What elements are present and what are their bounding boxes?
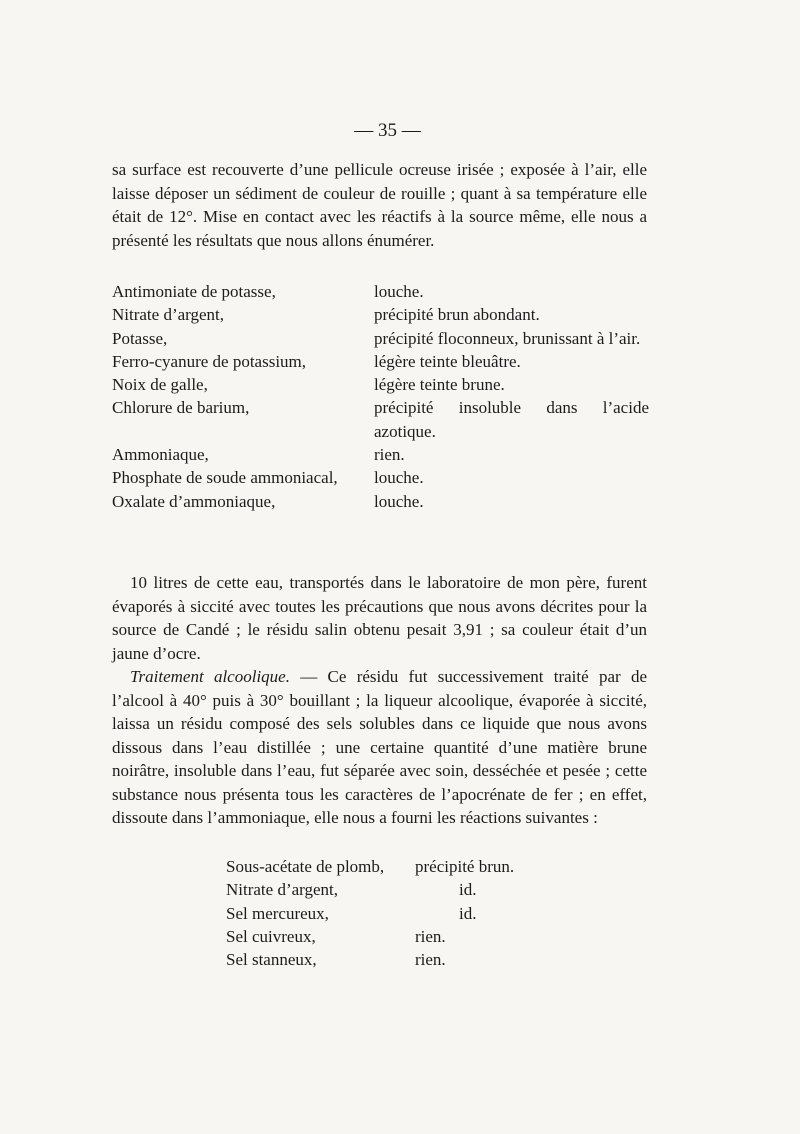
result: louche. <box>374 282 424 301</box>
intro-paragraph <box>112 158 647 252</box>
result: rien. <box>374 445 405 465</box>
reaction-row <box>112 327 652 350</box>
paragraph-3 <box>112 665 647 830</box>
result: rien. <box>415 926 446 946</box>
reaction-row <box>112 443 652 466</box>
result: id. <box>459 880 477 900</box>
reaction-row <box>112 303 652 326</box>
reactions-table-2 <box>226 855 546 971</box>
reaction-row <box>112 466 652 489</box>
intro-text: sa surface est recouverte d’une pellicule ocreuse irisée ; exposée à l’air, elle laisse déposer un sédiment de couleur de rouille ; quant à sa température elle était de 12°. Mise en contact avec les réactifs à la source même, elle nous a présenté les résultats que nous allons énumérer. <box>112 160 647 250</box>
paragraph-3-heading: Traitement alcoolique. <box>130 667 290 686</box>
reagent: Sel cuivreux, <box>226 926 316 946</box>
reaction-row <box>226 855 546 878</box>
paragraph-3-body: — Ce résidu fut successivement traité par de l’alcool à 40° puis à 30° bouillant ; la liqueur alcoolique, évaporée à siccité, laissa un résidu composé des sels solubles dans ce liquide que nous avons dissous dans l’eau distillée ; une certaine quantité d’une matière brune noirâtre, insoluble dans l’eau, fut séparée avec soin, desséchée et pesée ; cette substance nous présenta tous les caractères de l’apocrénate de fer ; en effet, dissoute dans l’ammoniaque, elle nous a fourni les réactions suivantes : <box>112 667 647 827</box>
paragraph-2 <box>112 571 647 665</box>
reagent: Ferro-cyanure de potassium, <box>112 351 307 371</box>
result: légère teinte bleuâtre. <box>374 351 521 371</box>
reaction-row <box>226 948 546 971</box>
reaction-row <box>112 280 652 303</box>
page-number: — 35 — <box>354 120 421 141</box>
reagent: Noix de galle, <box>112 375 208 395</box>
reagent: Sel stanneux, <box>226 950 317 970</box>
reagent: Nitrate d’argent, <box>226 880 339 900</box>
result: précipité insoluble dans l’acide azotique. <box>374 398 649 441</box>
paragraph-2-text: 10 litres de cette eau, transportés dans le laboratoire de mon père, furent évaporés à siccité avec toutes les précautions que nous avons décrites pour la source de Candé ; le résidu salin obtenu pesait 3,91 ; sa couleur était d’un jaune d’ocre. <box>112 573 647 663</box>
result: précipité floconneux, brunissant à l’air. <box>374 328 641 348</box>
paragraph-3-text <box>112 665 647 830</box>
result: précipité brun. <box>415 857 515 876</box>
result: rien. <box>415 950 446 970</box>
result: légère teinte brune. <box>374 375 505 395</box>
reagent: Nitrate d’argent, <box>112 305 225 325</box>
reaction-row <box>226 902 546 925</box>
reagent: Sel mercureux, <box>226 903 329 923</box>
reactions-table-1 <box>112 280 652 513</box>
reaction-row <box>112 396 652 443</box>
reagent: Ammoniaque, <box>112 445 209 465</box>
reagent: Antimoniate de potasse, <box>112 282 276 301</box>
reagent: Potasse, <box>112 328 168 348</box>
reaction-row <box>112 350 652 373</box>
result: id. <box>459 903 477 923</box>
result: précipité brun abondant. <box>374 305 540 325</box>
reaction-row <box>112 373 652 396</box>
reagent: Phosphate de soude ammoniacal, <box>112 468 338 488</box>
reagent: Oxalate d’ammoniaque, <box>112 491 276 511</box>
reaction-row <box>226 925 546 948</box>
result: louche. <box>374 468 424 488</box>
reagent: Chlorure de barium, <box>112 398 250 418</box>
reaction-row <box>226 878 546 901</box>
reaction-row <box>112 490 652 513</box>
result: louche. <box>374 491 424 511</box>
reagent: Sous-acétate de plomb, <box>226 857 385 876</box>
